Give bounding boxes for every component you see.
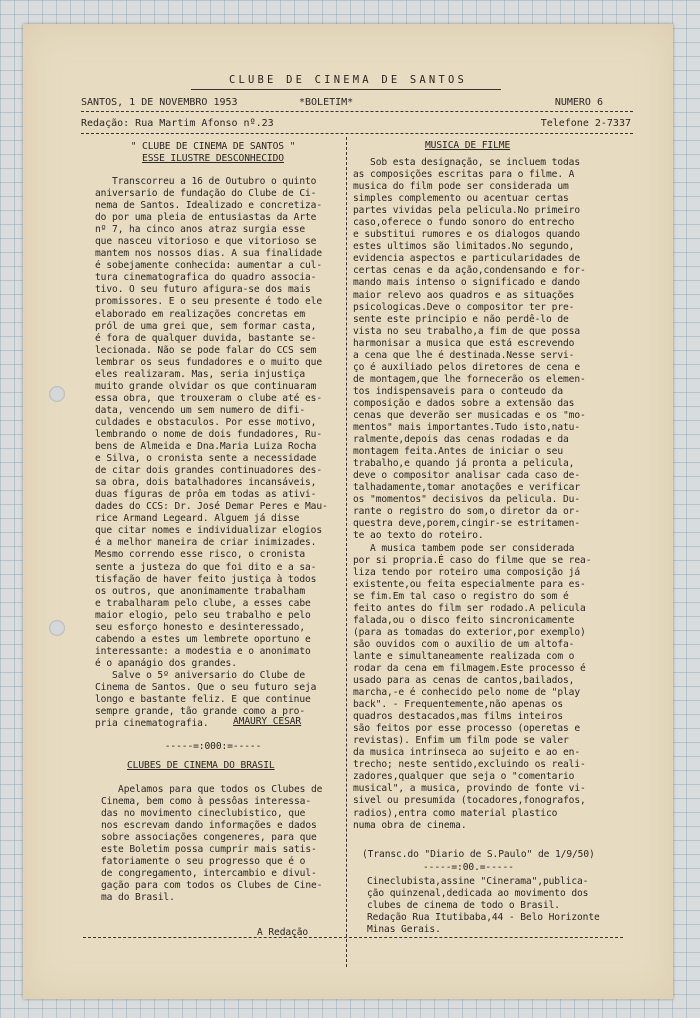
cinerama-notice: Cineclubista,assine "Cinerama",publica- ção quinzenal,dedicada ao movimento dos clubes de cinema de todo o Brasil. Redação Rua Itutibaba,44 - Belo Horizonte Minas Gerais. [367, 876, 600, 936]
column-divider [346, 137, 347, 967]
article-credit: (Transc.do "Diario de S.Paulo" de 1/9/50) [362, 849, 595, 860]
article-subtitle-ccs: ESSE ILUSTRE DESCONHECIDO [142, 153, 284, 164]
article-body-ccs: Transcorreu a 16 de Outubro o quinto aniversario de fundação do Clube de Ci- nema de Santos. Idealizado e concretiza- do por uma pleia de entusiastas da Arte nº 7, ha cinco anos atraz surgia esse que nasceu vitorioso e que vitorioso se mantem nos nossos dias. A sua finalidade é sobejamente conhecida: aumentar a cul- tura cinematografica do quadro associa- tivo. O seu futuro afigura-se dos mais promissores. E o seu presente é todo ele elaborado em realizações concretas em pról de uma grei que, sem formar casta, é fora de qualquer duvida, bastante se- lecionada. Não se pode falar do CCS sem lembrar os seus fundadores e o muito que eles realizaram. Mas, seria injustiça muito grande olvidar os que continuaram essa obra, que trouxeram o clube até es- data, vencendo um sem numero de difi- culdades e obstaculos. Por esse motivo, lembrando o nome de dois fundadores, Ru- bens de Almeida e Dna.Maria Luiza Rocha e Silva, o cronista sente a necessidade de citar dois grandes continuadores des- sa obra, dois batalhadores incansáveis, duas figuras de prôa em todas as ativi- dades do CCS: Dr. José Demar Peres e Mau- rice Armand Legeard. Alguem já disse que citar nomes e individualizar elogios é a melhor maneira de criar inimizades. Mesmo correndo esse risco, o cronista sente a justeza do que foi dito e a sa- tisfação de haver feito justiça à todos os outros, que anonimamente trabalham e trabalharam pelo clube, a esses cabe maior elogio, pelo seu trabalho e pelo seu esforço honesto e desinteressado, cabendo a estes um lembrete oportuno e interessante: a modestia e o anonimato é o apanágio dos grandes. Salve o 5º aniversario do Clube de Cinema de Santos. Que o seu futuro seja longo e bastante feliz. E que continue sempre grande, tão grande como a pro- pria cinematografia. [95, 176, 328, 730]
header-divider-2 [81, 133, 633, 134]
masthead-rule [191, 89, 501, 90]
punch-hole [49, 620, 65, 636]
section-separator-right: -----=:00.=----- [423, 862, 514, 873]
footer-divider [83, 937, 623, 938]
section-separator: -----=:000:=----- [164, 741, 262, 752]
telephone: Telefone 2-7337 [540, 118, 631, 129]
punch-hole [49, 386, 65, 402]
issue-number: NUMERO 6 [554, 97, 603, 108]
article-body-clubes: Apelamos para que todos os Clubes de Cinema, bem como à pessôas interessa- das no movimento cineclubistico, que nos escrevam dando informações e dados sobre associações congeneres, para que este Boletim possa cumprir mais satis- fatoriamente o seu progresso que é o de congregamento, intercambio e divul- gação para com todos os Clubes de Cine- ma do Brasil. [101, 784, 323, 904]
bulletin-page [23, 24, 673, 999]
article-title-musica: MUSICA DE FILME [425, 140, 511, 151]
editorial-address: Redação: Rua Martim Afonso nº.23 [81, 118, 274, 129]
boletim-label: *BOLETIM* [299, 97, 354, 108]
dateline: SANTOS, 1 DE NOVEMBRO 1953 [81, 97, 238, 108]
article-title-clubes: CLUBES DE CINEMA DO BRASIL [127, 760, 275, 771]
article-title-ccs: " CLUBE DE CINEMA DE SANTOS " [130, 141, 296, 152]
header-divider [81, 111, 633, 112]
article-body-musica: Sob esta designação, se incluem todas as composições escritas para o filme. A musica do film pode ser considerada um simples complemento ou acentuar certas partes vividas pela pelicula.No primeiro caso,oferece o fundo sonoro do entrecho e substitui rumores e os dialogos quando estes ultimos são limitados.No segundo, evidencia aspectos e particularidades de certas cenas e da ação,condensando e for- mando mais intenso o significado e dando maior relevo aos quadros e as situações psicologicas.Deve o compositor ter pre- sente este principio e não perdê-lo de vista no seu trabalho,a fim de que possa harmonisar a musica que está escrevendo a cena que lhe é destinada.Nesse servi- ço é auxiliado pelos diretores de cena e de montagem,que lhe fornecerão os elemen- tos indispensaveis para o conteudo da composição e dados sobre a extensão das cenas que deverão ser musicadas e os "mo- mentos" mais importantes.Tudo isto,natu- ralmente,depois das cenas rodadas e da montagem feita.Antes de iniciar o seu trabalho,e quando já pronta a pelicula, deve o compositor analisar cada caso de- talhadamente,tomar anotações e verificar os "momentos" decisivos da pelicula. Du- rante o registro do som,o diretor da or- questra deve,porem,cingir-se estritamen- te ao texto do roteiro. A musica tambem pode ser considerada por si propria.É caso do filme que se rea- liza tendo por roteiro uma composição já existente,ou feita especialmente para es- se fim.Em tal caso o registro do som é feito antes do film ser rodado.A pelicula falada,ou o disco feito sincronicamente (para as tomadas do exterior,por exemplo) são ouvidos com o auxilio de um altofa- lante e simultaneamente realizada com o rodar da cena em filmagem.Este processo é usado para as cenas de cantos,bailados, marcha,-e é conhecido pelo nome de "play back". - Frequentemente,não apenas os quadros destacados,mas films inteiros são feitos por esse processo (operetas e revistas). Enfim um film pode se valer da musica intrinseca ao sujeito e ao en- trecho; neste sentido,excluindo os reali- zadores,qualquer que seja o "comentario musical", a musica, provindo de fonte vi- sivel ou presumida (tocadores,fonografos, radios),entra como material plastico numa obra de cinema. [353, 157, 592, 831]
article-author: AMAURY CESAR [233, 716, 302, 727]
masthead-title: CLUBE DE CINEMA DE SANTOS [228, 74, 468, 86]
article-signature: A Redação [257, 927, 309, 938]
